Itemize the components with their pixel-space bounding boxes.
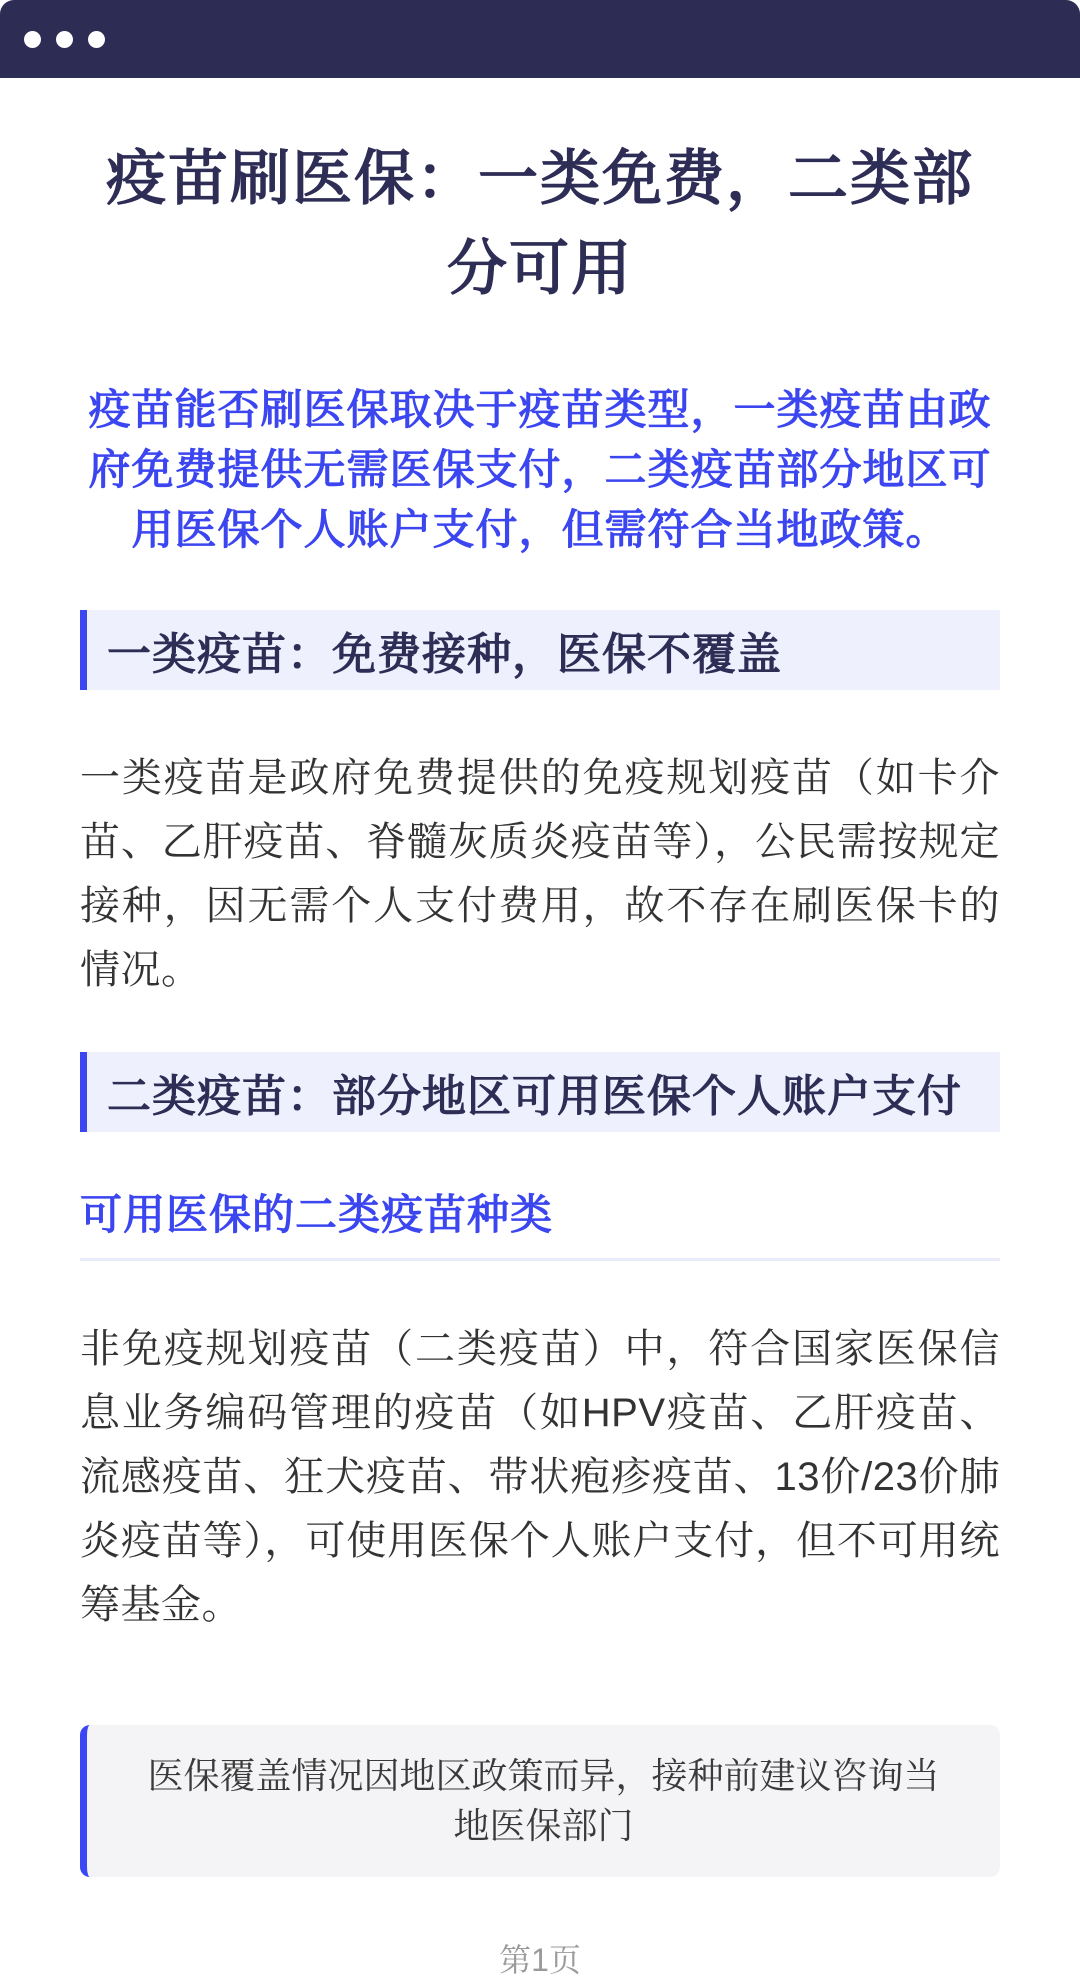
section-heading-class1-label: 一类疫苗：免费接种，医保不覆盖 — [107, 630, 782, 679]
section-class2-body: 非免疫规划疫苗（二类疫苗）中，符合国家医保信息业务编码管理的疫苗（如HPV疫苗、乙肝疫苗、流感疫苗、狂犬疫苗、带状疱疹疫苗、13价/23价肺炎疫苗等），可使用医保个人账户支付，但不可用统筹基金。 — [80, 1327, 1000, 1627]
subheading-divider — [80, 1258, 1000, 1261]
window-dots-icon — [24, 31, 105, 48]
window-dot-icon — [24, 31, 41, 48]
section-heading-class1 — [80, 610, 1000, 690]
section-heading-class2-label: 二类疫苗：部分地区可用医保个人账户支付 — [107, 1072, 962, 1121]
page-number: 第1页 — [499, 1942, 581, 1978]
section-class2-subheading: 可用医保的二类疫苗种类 — [80, 1191, 554, 1238]
summary-paragraph: 疫苗能否刷医保取决于疫苗类型，一类疫苗由政府免费提供无需医保支付，二类疫苗部分地区可用医保个人账户支付，但需符合当地政策。 — [88, 386, 992, 553]
window-dot-icon — [56, 31, 73, 48]
section-class1-body: 一类疫苗是政府免费提供的免疫规划疫苗（如卡介苗、乙肝疫苗、脊髓灰质炎疫苗等），公民需按规定接种，因无需个人支付费用，故不存在刷医保卡的情况。 — [80, 756, 1000, 992]
window-dot-icon — [88, 31, 105, 48]
section-heading-class2 — [80, 1052, 1000, 1132]
window-titlebar — [0, 0, 1080, 78]
page-title: 疫苗刷医保：一类免费，二类部分可用 — [106, 145, 974, 302]
note-callout — [80, 1725, 1000, 1877]
note-callout-text: 医保覆盖情况因地区政策而异，接种前建议咨询当地医保部门 — [147, 1755, 940, 1846]
article-content — [0, 134, 1080, 1981]
